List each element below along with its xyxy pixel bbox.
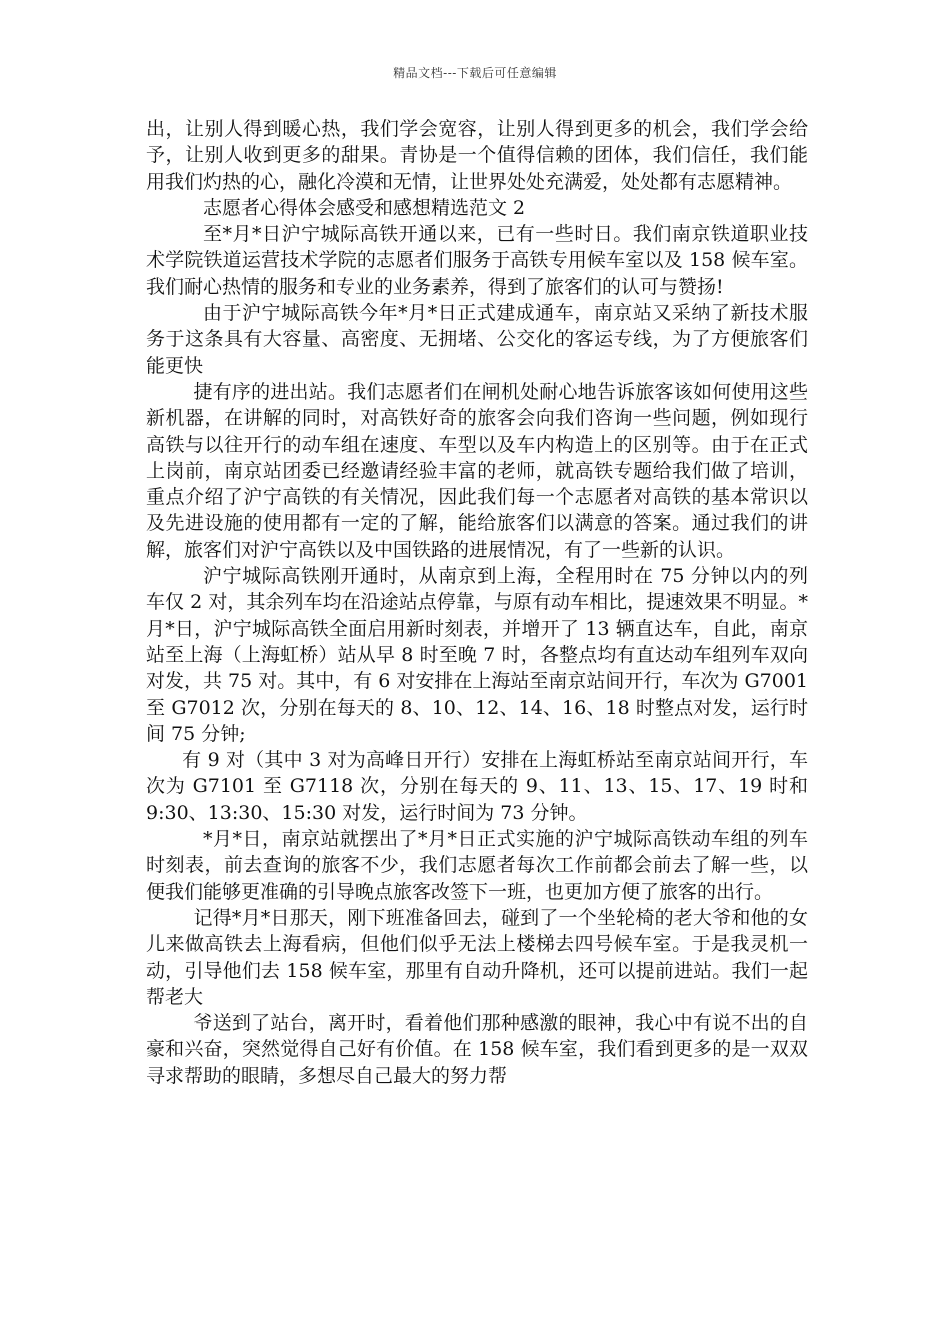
paragraph-4: 捷有序的进出站。我们志愿者们在闸机处耐心地告诉旅客该如何使用这些新机器，在讲解的同时，对高铁好奇的旅客会向我们咨询一些问题，例如现行高铁与以往开行的动车组在速度、车型以及车内构造上的区别等。由于在正式上岗前，南京站团委已经邀请经验丰富的老师，就高铁专题给我们做了培训，重点介绍了沪宁高铁的有关情况，因此我们每一个志愿者对高铁的基本常识以及先进设施的使用都有一定的了解，能给旅客们以满意的答案。通过我们的讲解，旅客们对沪宁高铁以及中国铁路的进展情况，有了一些新的认识。 <box>146 380 808 561</box>
paragraph-9: 爷送到了站台，离开时，看着他们那种感激的眼神，我心中有说不出的自豪和兴奋，突然觉得自己好有价值。在 158 候车室，我们看到更多的是一双双寻求帮助的眼睛，多想尽自己最大的努力帮 <box>146 1012 808 1087</box>
document-body <box>146 116 808 1089</box>
page-header: 精品文档---下载后可任意编辑 <box>393 66 557 80</box>
paragraph-3: 由于沪宁城际高铁今年*月*日正式建成通车，南京站又采纳了新技术服务于这条具有大容量、高密度、无拥堵、公交化的客运专线，为了方便旅客们能更快 <box>146 302 808 377</box>
paragraph-1: 出，让别人得到暖心热，我们学会宽容，让别人得到更多的机会，我们学会给予，让别人收到更多的甜果。青协是一个值得信赖的团体，我们信任，我们能用我们灼热的心，融化冷漠和无情，让世界处处充满爱，处处都有志愿精神。 <box>146 118 808 193</box>
paragraph-8: 记得*月*日那天，刚下班准备回去，碰到了一个坐轮椅的老大爷和他的女儿来做高铁去上海看病，但他们似乎无法上楼梯去四号候车室。于是我灵机一动，引导他们去 158 候车室，那里有自动升降机，还可以提前进站。我们一起帮老大 <box>146 906 808 1008</box>
paragraph-5: 沪宁城际高铁刚开通时，从南京到上海，全程用时在 75 分钟以内的列车仅 2 对，其余列车均在沿途站点停靠，与原有动车相比，提速效果不明显。*月*日，沪宁城际高铁全面启用新时刻表，并增开了 13 辆直达车，自此，南京站至上海（上海虹桥）站从早 8 时至晚 7 时，各整点均有直达动车组列车双向对发，共 75 对。其中，有 6 对安排在上海站至南京站间开行，车次为 G7001 至 G7012 次，分别在每天的 8、10、12、14、16、18 时整点对发，运行时间 75 分钟; <box>146 565 808 745</box>
paragraph-7: *月*日，南京站就摆出了*月*日正式实施的沪宁城际高铁动车组的列车时刻表，前去查询的旅客不少，我们志愿者每次工作前都会前去了解一些，以便我们能够更准确的引导晚点旅客改签下一班，也更加方便了旅客的出行。 <box>146 828 808 903</box>
paragraph-2: 至*月*日沪宁城际高铁开通以来，已有一些时日。我们南京铁道职业技术学院铁道运营技术学院的志愿者们服务于高铁专用候车室以及 158 候车室。我们耐心热情的服务和专业的业务素养，得到了旅客们的认可与赞扬! <box>146 223 808 298</box>
section-title: 志愿者心得体会感受和感想精选范文 2 <box>203 196 526 219</box>
paragraph-6: 有 9 对（其中 3 对为高峰日开行）安排在上海虹桥站至南京站间开行，车次为 G7101 至 G7118 次，分别在每天的 9、11、13、15、17、19 时和 9:30、13:30、15:30 对发，运行时间为 73 分钟。 <box>146 749 808 824</box>
